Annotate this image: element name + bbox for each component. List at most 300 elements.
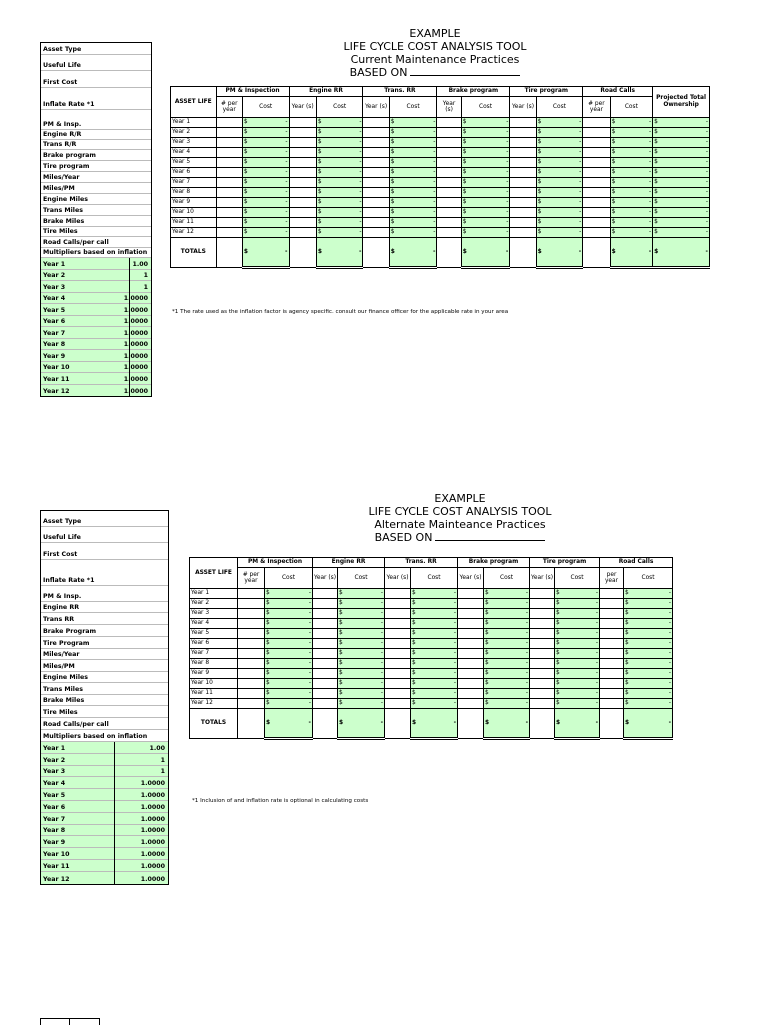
count-cell[interactable] bbox=[510, 158, 536, 168]
cost-cell[interactable] bbox=[316, 128, 363, 138]
cost-cell[interactable] bbox=[389, 148, 437, 158]
cost-cell[interactable] bbox=[338, 629, 385, 639]
multiplier-row[interactable] bbox=[41, 825, 168, 837]
cost-cell[interactable] bbox=[555, 599, 600, 609]
cost-cell[interactable] bbox=[265, 679, 313, 689]
multiplier-value[interactable]: 1.0000 bbox=[140, 780, 165, 788]
cost-cell[interactable] bbox=[411, 629, 458, 639]
count-cell[interactable] bbox=[363, 188, 389, 198]
cost-cell[interactable] bbox=[461, 218, 510, 228]
cost-cell[interactable] bbox=[484, 669, 530, 679]
cost-cell[interactable] bbox=[389, 138, 437, 148]
count-cell[interactable] bbox=[363, 208, 389, 218]
cost-cell[interactable] bbox=[484, 649, 530, 659]
multiplier-value[interactable]: 1.0000 bbox=[123, 375, 148, 383]
count-cell[interactable] bbox=[600, 649, 624, 659]
count-cell[interactable] bbox=[238, 649, 265, 659]
cost-cell[interactable] bbox=[624, 649, 673, 659]
total-ownership-cell[interactable] bbox=[653, 148, 710, 158]
count-cell[interactable] bbox=[458, 659, 484, 669]
cost-cell[interactable] bbox=[461, 228, 510, 238]
cost-cell[interactable] bbox=[316, 188, 363, 198]
count-cell[interactable] bbox=[583, 218, 610, 228]
cost-cell[interactable] bbox=[389, 208, 437, 218]
count-cell[interactable] bbox=[510, 168, 536, 178]
cost-cell[interactable] bbox=[461, 148, 510, 158]
based-on-blank[interactable] bbox=[410, 67, 520, 76]
multiplier-value[interactable]: 1.0000 bbox=[140, 815, 165, 823]
cost-cell[interactable] bbox=[242, 118, 289, 128]
cost-cell[interactable] bbox=[624, 619, 673, 629]
count-cell[interactable] bbox=[216, 198, 242, 208]
cost-cell[interactable] bbox=[610, 218, 653, 228]
cost-cell[interactable] bbox=[242, 128, 289, 138]
multiplier-row[interactable] bbox=[41, 754, 168, 766]
total-cost-cell[interactable] bbox=[461, 238, 510, 268]
multiplier-row[interactable] bbox=[41, 813, 168, 825]
multiplier-row[interactable] bbox=[41, 766, 168, 778]
count-cell[interactable] bbox=[600, 639, 624, 649]
cost-cell[interactable] bbox=[555, 679, 600, 689]
total-ownership-cell[interactable] bbox=[653, 128, 710, 138]
multiplier-row[interactable] bbox=[41, 385, 151, 397]
count-cell[interactable] bbox=[510, 118, 536, 128]
cost-cell[interactable] bbox=[316, 148, 363, 158]
count-cell[interactable] bbox=[385, 609, 411, 619]
cost-cell[interactable] bbox=[265, 699, 313, 709]
multiplier-value[interactable]: 1.0000 bbox=[140, 875, 165, 883]
cost-cell[interactable] bbox=[461, 168, 510, 178]
multiplier-value[interactable]: 1.0000 bbox=[123, 295, 148, 302]
cost-cell[interactable] bbox=[316, 158, 363, 168]
multiplier-value[interactable]: 1.0000 bbox=[123, 306, 148, 314]
count-cell[interactable] bbox=[510, 218, 536, 228]
multiplier-row[interactable] bbox=[41, 293, 151, 305]
total-ownership-cell[interactable] bbox=[653, 188, 710, 198]
cost-cell[interactable] bbox=[536, 128, 583, 138]
count-cell[interactable] bbox=[363, 158, 389, 168]
count-cell[interactable] bbox=[363, 128, 389, 138]
cost-cell[interactable] bbox=[555, 699, 600, 709]
cost-cell[interactable] bbox=[338, 589, 385, 599]
cost-cell[interactable] bbox=[610, 148, 653, 158]
count-cell[interactable] bbox=[510, 128, 536, 138]
cost-cell[interactable] bbox=[610, 178, 653, 188]
count-cell[interactable] bbox=[437, 218, 461, 228]
cost-cell[interactable] bbox=[389, 188, 437, 198]
count-cell[interactable] bbox=[363, 228, 389, 238]
multiplier-row[interactable] bbox=[41, 281, 151, 293]
multiplier-value[interactable]: 1.0000 bbox=[123, 364, 148, 371]
cost-cell[interactable] bbox=[536, 188, 583, 198]
cost-cell[interactable] bbox=[555, 649, 600, 659]
cost-cell[interactable] bbox=[411, 649, 458, 659]
cost-cell[interactable] bbox=[411, 689, 458, 699]
cost-cell[interactable] bbox=[624, 699, 673, 709]
cost-cell[interactable] bbox=[316, 218, 363, 228]
count-cell[interactable] bbox=[437, 138, 461, 148]
count-cell[interactable] bbox=[530, 659, 555, 669]
total-ownership-cell[interactable] bbox=[653, 158, 710, 168]
cost-cell[interactable] bbox=[555, 629, 600, 639]
cost-cell[interactable] bbox=[610, 128, 653, 138]
count-cell[interactable] bbox=[600, 659, 624, 669]
cost-cell[interactable] bbox=[316, 208, 363, 218]
count-cell[interactable] bbox=[313, 699, 338, 709]
count-cell[interactable] bbox=[530, 699, 555, 709]
cost-cell[interactable] bbox=[411, 599, 458, 609]
cost-cell[interactable] bbox=[484, 659, 530, 669]
count-cell[interactable] bbox=[530, 649, 555, 659]
cost-cell[interactable] bbox=[242, 178, 289, 188]
cost-cell[interactable] bbox=[536, 198, 583, 208]
cost-cell[interactable] bbox=[338, 669, 385, 679]
count-cell[interactable] bbox=[437, 198, 461, 208]
multiplier-row[interactable] bbox=[41, 304, 151, 316]
total-cost-cell[interactable] bbox=[536, 238, 583, 268]
count-cell[interactable] bbox=[385, 619, 411, 629]
count-cell[interactable] bbox=[289, 128, 316, 138]
total-cost-cell[interactable] bbox=[411, 709, 458, 739]
count-cell[interactable] bbox=[385, 589, 411, 599]
multiplier-value[interactable]: 1.0000 bbox=[140, 827, 165, 835]
count-cell[interactable] bbox=[437, 158, 461, 168]
total-cost-cell[interactable] bbox=[265, 709, 313, 739]
cost-cell[interactable] bbox=[624, 669, 673, 679]
count-cell[interactable] bbox=[510, 148, 536, 158]
count-cell[interactable] bbox=[313, 679, 338, 689]
multiplier-value[interactable]: 1 bbox=[160, 756, 165, 764]
cost-cell[interactable] bbox=[338, 679, 385, 689]
total-cost-cell[interactable] bbox=[242, 238, 289, 268]
count-cell[interactable] bbox=[510, 228, 536, 238]
cost-cell[interactable] bbox=[242, 158, 289, 168]
cost-cell[interactable] bbox=[610, 158, 653, 168]
multiplier-value[interactable]: 1.00 bbox=[149, 744, 165, 752]
cost-cell[interactable] bbox=[484, 639, 530, 649]
count-cell[interactable] bbox=[313, 619, 338, 629]
cost-cell[interactable] bbox=[411, 619, 458, 629]
count-cell[interactable] bbox=[238, 629, 265, 639]
count-cell[interactable] bbox=[238, 659, 265, 669]
count-cell[interactable] bbox=[458, 599, 484, 609]
multiplier-row[interactable] bbox=[41, 836, 168, 848]
count-cell[interactable] bbox=[363, 138, 389, 148]
cost-cell[interactable] bbox=[461, 118, 510, 128]
count-cell[interactable] bbox=[510, 208, 536, 218]
cost-cell[interactable] bbox=[265, 629, 313, 639]
count-cell[interactable] bbox=[238, 699, 265, 709]
cost-cell[interactable] bbox=[265, 589, 313, 599]
count-cell[interactable] bbox=[313, 609, 338, 619]
count-cell[interactable] bbox=[530, 629, 555, 639]
count-cell[interactable] bbox=[363, 148, 389, 158]
cost-cell[interactable] bbox=[555, 609, 600, 619]
count-cell[interactable] bbox=[600, 629, 624, 639]
count-cell[interactable] bbox=[313, 629, 338, 639]
count-cell[interactable] bbox=[510, 188, 536, 198]
multiplier-value[interactable]: 1.00 bbox=[132, 260, 148, 268]
count-cell[interactable] bbox=[510, 198, 536, 208]
cost-cell[interactable] bbox=[242, 188, 289, 198]
cost-cell[interactable] bbox=[461, 178, 510, 188]
count-cell[interactable] bbox=[530, 689, 555, 699]
multiplier-row[interactable] bbox=[41, 801, 168, 813]
total-ownership-cell[interactable] bbox=[653, 208, 710, 218]
cost-cell[interactable] bbox=[536, 158, 583, 168]
count-cell[interactable] bbox=[437, 178, 461, 188]
cost-cell[interactable] bbox=[536, 228, 583, 238]
count-cell[interactable] bbox=[216, 128, 242, 138]
cost-cell[interactable] bbox=[624, 659, 673, 669]
count-cell[interactable] bbox=[313, 599, 338, 609]
cost-cell[interactable] bbox=[536, 118, 583, 128]
cost-cell[interactable] bbox=[536, 218, 583, 228]
total-cost-cell[interactable] bbox=[316, 238, 363, 268]
count-cell[interactable] bbox=[437, 208, 461, 218]
count-cell[interactable] bbox=[289, 198, 316, 208]
multiplier-value[interactable]: 1.0000 bbox=[140, 839, 165, 847]
count-cell[interactable] bbox=[437, 188, 461, 198]
multiplier-row[interactable] bbox=[41, 848, 168, 860]
count-cell[interactable] bbox=[289, 138, 316, 148]
based-on-blank[interactable] bbox=[435, 532, 545, 541]
total-ownership-cell[interactable] bbox=[653, 118, 710, 128]
count-cell[interactable] bbox=[216, 118, 242, 128]
count-cell[interactable] bbox=[437, 118, 461, 128]
count-cell[interactable] bbox=[385, 649, 411, 659]
count-cell[interactable] bbox=[583, 198, 610, 208]
count-cell[interactable] bbox=[458, 689, 484, 699]
count-cell[interactable] bbox=[216, 168, 242, 178]
cost-cell[interactable] bbox=[265, 639, 313, 649]
count-cell[interactable] bbox=[238, 689, 265, 699]
cost-cell[interactable] bbox=[411, 589, 458, 599]
count-cell[interactable] bbox=[530, 589, 555, 599]
multiplier-row[interactable] bbox=[41, 373, 151, 385]
count-cell[interactable] bbox=[363, 118, 389, 128]
cost-cell[interactable] bbox=[411, 609, 458, 619]
cost-cell[interactable] bbox=[461, 198, 510, 208]
count-cell[interactable] bbox=[363, 198, 389, 208]
multiplier-row[interactable] bbox=[41, 270, 151, 282]
cost-cell[interactable] bbox=[484, 679, 530, 689]
count-cell[interactable] bbox=[583, 178, 610, 188]
total-ownership-cell[interactable] bbox=[653, 228, 710, 238]
cost-cell[interactable] bbox=[536, 148, 583, 158]
count-cell[interactable] bbox=[385, 689, 411, 699]
multiplier-value[interactable]: 1.0000 bbox=[123, 352, 148, 360]
cost-cell[interactable] bbox=[411, 699, 458, 709]
multiplier-value[interactable]: 1 bbox=[143, 272, 148, 279]
cost-cell[interactable] bbox=[624, 629, 673, 639]
cost-cell[interactable] bbox=[242, 218, 289, 228]
count-cell[interactable] bbox=[510, 178, 536, 188]
cost-cell[interactable] bbox=[338, 599, 385, 609]
count-cell[interactable] bbox=[289, 178, 316, 188]
cost-cell[interactable] bbox=[389, 178, 437, 188]
multiplier-row[interactable] bbox=[41, 316, 151, 328]
cost-cell[interactable] bbox=[338, 659, 385, 669]
cost-cell[interactable] bbox=[536, 208, 583, 218]
cost-cell[interactable] bbox=[610, 188, 653, 198]
multiplier-row[interactable] bbox=[41, 789, 168, 801]
multiplier-value[interactable]: 1.0000 bbox=[123, 329, 148, 337]
total-cost-cell[interactable] bbox=[610, 238, 653, 268]
cost-cell[interactable] bbox=[536, 178, 583, 188]
cost-cell[interactable] bbox=[536, 168, 583, 178]
multiplier-row[interactable] bbox=[41, 327, 151, 339]
count-cell[interactable] bbox=[216, 148, 242, 158]
count-cell[interactable] bbox=[458, 589, 484, 599]
count-cell[interactable] bbox=[216, 138, 242, 148]
cost-cell[interactable] bbox=[242, 138, 289, 148]
cost-cell[interactable] bbox=[484, 609, 530, 619]
total-cost-cell[interactable] bbox=[338, 709, 385, 739]
cost-cell[interactable] bbox=[610, 228, 653, 238]
cost-cell[interactable] bbox=[610, 208, 653, 218]
count-cell[interactable] bbox=[289, 148, 316, 158]
count-cell[interactable] bbox=[583, 188, 610, 198]
count-cell[interactable] bbox=[600, 679, 624, 689]
count-cell[interactable] bbox=[289, 218, 316, 228]
count-cell[interactable] bbox=[289, 228, 316, 238]
cost-cell[interactable] bbox=[624, 679, 673, 689]
cost-cell[interactable] bbox=[389, 228, 437, 238]
cost-cell[interactable] bbox=[484, 699, 530, 709]
multiplier-row[interactable] bbox=[41, 742, 168, 754]
count-cell[interactable] bbox=[600, 589, 624, 599]
total-cost-cell[interactable] bbox=[484, 709, 530, 739]
count-cell[interactable] bbox=[289, 118, 316, 128]
cost-cell[interactable] bbox=[555, 619, 600, 629]
total-ownership-total[interactable] bbox=[653, 238, 710, 268]
count-cell[interactable] bbox=[216, 218, 242, 228]
cost-cell[interactable] bbox=[389, 128, 437, 138]
cost-cell[interactable] bbox=[624, 609, 673, 619]
count-cell[interactable] bbox=[600, 689, 624, 699]
cost-cell[interactable] bbox=[242, 148, 289, 158]
cost-cell[interactable] bbox=[610, 198, 653, 208]
cost-cell[interactable] bbox=[316, 138, 363, 148]
total-cost-cell[interactable] bbox=[389, 238, 437, 268]
total-ownership-cell[interactable] bbox=[653, 168, 710, 178]
cost-cell[interactable] bbox=[316, 228, 363, 238]
count-cell[interactable] bbox=[458, 699, 484, 709]
cost-cell[interactable] bbox=[338, 699, 385, 709]
total-cost-cell[interactable] bbox=[624, 709, 673, 739]
cost-cell[interactable] bbox=[389, 168, 437, 178]
count-cell[interactable] bbox=[385, 629, 411, 639]
cost-cell[interactable] bbox=[338, 619, 385, 629]
count-cell[interactable] bbox=[458, 669, 484, 679]
count-cell[interactable] bbox=[313, 669, 338, 679]
count-cell[interactable] bbox=[385, 699, 411, 709]
count-cell[interactable] bbox=[238, 679, 265, 689]
count-cell[interactable] bbox=[238, 599, 265, 609]
cost-cell[interactable] bbox=[610, 168, 653, 178]
count-cell[interactable] bbox=[385, 669, 411, 679]
count-cell[interactable] bbox=[363, 168, 389, 178]
cost-cell[interactable] bbox=[461, 128, 510, 138]
cost-cell[interactable] bbox=[242, 168, 289, 178]
cost-cell[interactable] bbox=[265, 669, 313, 679]
count-cell[interactable] bbox=[600, 669, 624, 679]
total-cost-cell[interactable] bbox=[555, 709, 600, 739]
cost-cell[interactable] bbox=[461, 208, 510, 218]
multiplier-value[interactable]: 1.0000 bbox=[123, 318, 148, 325]
cost-cell[interactable] bbox=[555, 639, 600, 649]
count-cell[interactable] bbox=[583, 148, 610, 158]
count-cell[interactable] bbox=[216, 158, 242, 168]
cost-cell[interactable] bbox=[624, 599, 673, 609]
count-cell[interactable] bbox=[583, 168, 610, 178]
cost-cell[interactable] bbox=[265, 649, 313, 659]
count-cell[interactable] bbox=[313, 689, 338, 699]
count-cell[interactable] bbox=[216, 188, 242, 198]
count-cell[interactable] bbox=[530, 679, 555, 689]
multiplier-row[interactable] bbox=[41, 777, 168, 789]
cost-cell[interactable] bbox=[411, 669, 458, 679]
count-cell[interactable] bbox=[583, 138, 610, 148]
cost-cell[interactable] bbox=[265, 689, 313, 699]
cost-cell[interactable] bbox=[265, 599, 313, 609]
count-cell[interactable] bbox=[600, 609, 624, 619]
multiplier-value[interactable]: 1.0000 bbox=[123, 341, 148, 348]
count-cell[interactable] bbox=[313, 649, 338, 659]
count-cell[interactable] bbox=[437, 228, 461, 238]
cost-cell[interactable] bbox=[624, 639, 673, 649]
cost-cell[interactable] bbox=[389, 218, 437, 228]
count-cell[interactable] bbox=[583, 208, 610, 218]
cost-cell[interactable] bbox=[316, 198, 363, 208]
cost-cell[interactable] bbox=[265, 609, 313, 619]
cost-cell[interactable] bbox=[610, 118, 653, 128]
count-cell[interactable] bbox=[583, 118, 610, 128]
count-cell[interactable] bbox=[313, 659, 338, 669]
cost-cell[interactable] bbox=[461, 188, 510, 198]
count-cell[interactable] bbox=[313, 589, 338, 599]
count-cell[interactable] bbox=[238, 639, 265, 649]
cost-cell[interactable] bbox=[484, 599, 530, 609]
count-cell[interactable] bbox=[289, 188, 316, 198]
count-cell[interactable] bbox=[530, 599, 555, 609]
cost-cell[interactable] bbox=[555, 689, 600, 699]
count-cell[interactable] bbox=[437, 128, 461, 138]
count-cell[interactable] bbox=[385, 679, 411, 689]
count-cell[interactable] bbox=[216, 208, 242, 218]
cost-cell[interactable] bbox=[484, 619, 530, 629]
count-cell[interactable] bbox=[289, 158, 316, 168]
cost-cell[interactable] bbox=[555, 669, 600, 679]
multiplier-row[interactable] bbox=[41, 872, 168, 884]
count-cell[interactable] bbox=[385, 599, 411, 609]
cost-cell[interactable] bbox=[411, 639, 458, 649]
count-cell[interactable] bbox=[583, 228, 610, 238]
cost-cell[interactable] bbox=[411, 659, 458, 669]
cost-cell[interactable] bbox=[461, 138, 510, 148]
count-cell[interactable] bbox=[530, 609, 555, 619]
multiplier-value[interactable]: 1.0000 bbox=[140, 791, 165, 799]
total-ownership-cell[interactable] bbox=[653, 178, 710, 188]
count-cell[interactable] bbox=[600, 619, 624, 629]
multiplier-value[interactable]: 1 bbox=[160, 768, 165, 776]
count-cell[interactable] bbox=[289, 208, 316, 218]
cost-cell[interactable] bbox=[338, 689, 385, 699]
cost-cell[interactable] bbox=[316, 178, 363, 188]
count-cell[interactable] bbox=[458, 619, 484, 629]
cost-cell[interactable] bbox=[265, 619, 313, 629]
